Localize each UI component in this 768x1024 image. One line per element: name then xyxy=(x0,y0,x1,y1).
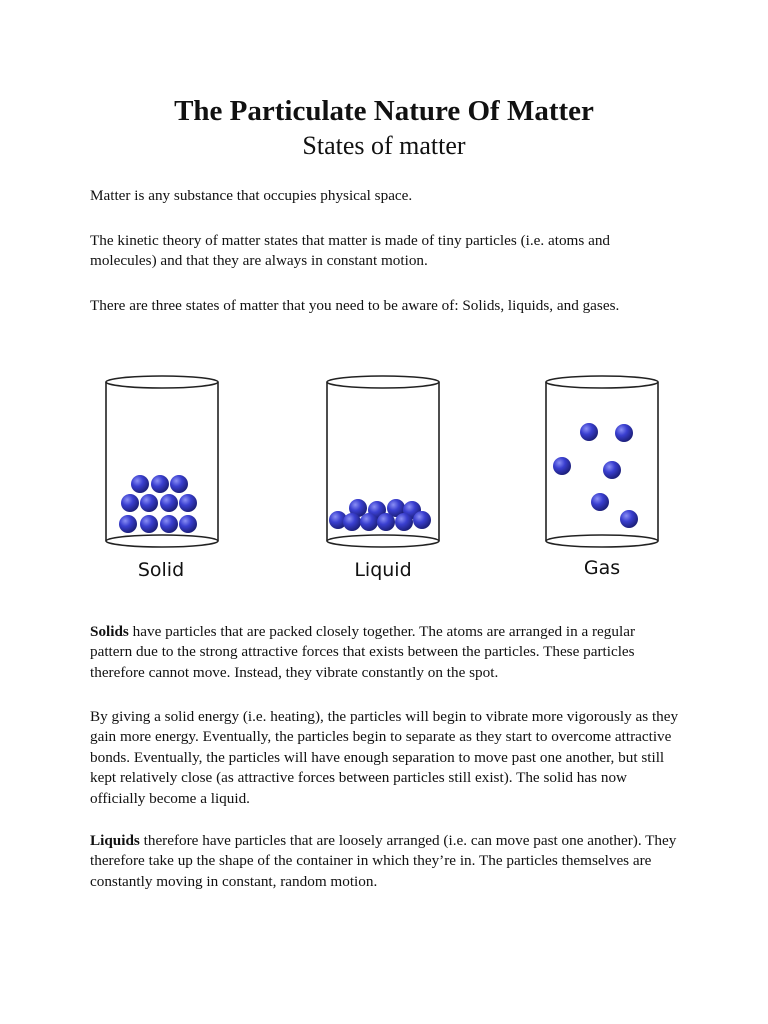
beaker-label-solid: Solid xyxy=(137,559,185,581)
particle xyxy=(170,475,188,493)
particle xyxy=(343,513,361,531)
beaker-solid xyxy=(106,376,218,581)
particle xyxy=(620,510,638,528)
particles-solid xyxy=(119,475,197,533)
particle xyxy=(413,511,431,529)
particle xyxy=(615,424,633,442)
beaker-gas xyxy=(546,376,658,579)
particle xyxy=(395,513,413,531)
paragraph-kinetic-theory: The kinetic theory of matter states that matter is made of tiny particles (i.e. atoms and molecules) and that they are always in constant motion. xyxy=(90,232,611,270)
particle xyxy=(140,515,158,533)
term-solids: Solids xyxy=(90,623,129,640)
paragraph-matter-definition: Matter is any substance that occupies physical space. xyxy=(90,187,413,204)
paragraph-solids xyxy=(90,622,680,683)
beaker-label-liquid: Liquid xyxy=(354,559,412,581)
particle xyxy=(179,515,197,533)
page-title: The Particulate Nature Of Matter xyxy=(174,95,594,127)
paragraph-heating: By giving a solid energy (i.e. heating), the particles will begin to vibrate more vigorously as they gain more energy. Eventually, the particles begin to separate as they start to overcome attractive bonds. Eventually, the particles will have enough separation to move past one another, but still kept relatively close (as attractive forces between particles still exist). The solid has now officially become a liquid. xyxy=(90,708,679,807)
particle xyxy=(140,494,158,512)
particle xyxy=(591,493,609,511)
particle xyxy=(603,461,621,479)
beaker-label-gas: Gas xyxy=(583,557,621,579)
particle xyxy=(119,515,137,533)
particle xyxy=(377,513,395,531)
particle xyxy=(160,515,178,533)
particles-gas xyxy=(553,423,638,528)
particle xyxy=(151,475,169,493)
particle xyxy=(160,494,178,512)
beaker-liquid xyxy=(327,376,439,581)
particle xyxy=(179,494,197,512)
paragraph-solids-text: have particles that are packed closely together. The atoms are arranged in a regular pattern due to the strong attractive forces that exists between the particles. These particles therefore cannot move. Instead, they vibrate constantly on the spot. xyxy=(90,623,635,681)
particles-liquid xyxy=(329,499,431,531)
page-subtitle: States of matter xyxy=(302,131,466,160)
term-liquids: Liquids xyxy=(90,832,140,849)
states-of-matter-figure xyxy=(0,360,768,590)
particle xyxy=(121,494,139,512)
paragraph-liquids xyxy=(90,831,680,892)
paragraph-three-states: There are three states of matter that you need to be aware of: Solids, liquids, and gases. xyxy=(90,297,620,314)
paragraph-liquids-text: therefore have particles that are loosely arranged (i.e. can move past one another). They therefore take up the shape of the container in which they’re in. The particles themselves are constantly moving in constant, random motion. xyxy=(90,832,677,890)
particle xyxy=(553,457,571,475)
particle xyxy=(360,513,378,531)
particle xyxy=(580,423,598,441)
particle xyxy=(131,475,149,493)
